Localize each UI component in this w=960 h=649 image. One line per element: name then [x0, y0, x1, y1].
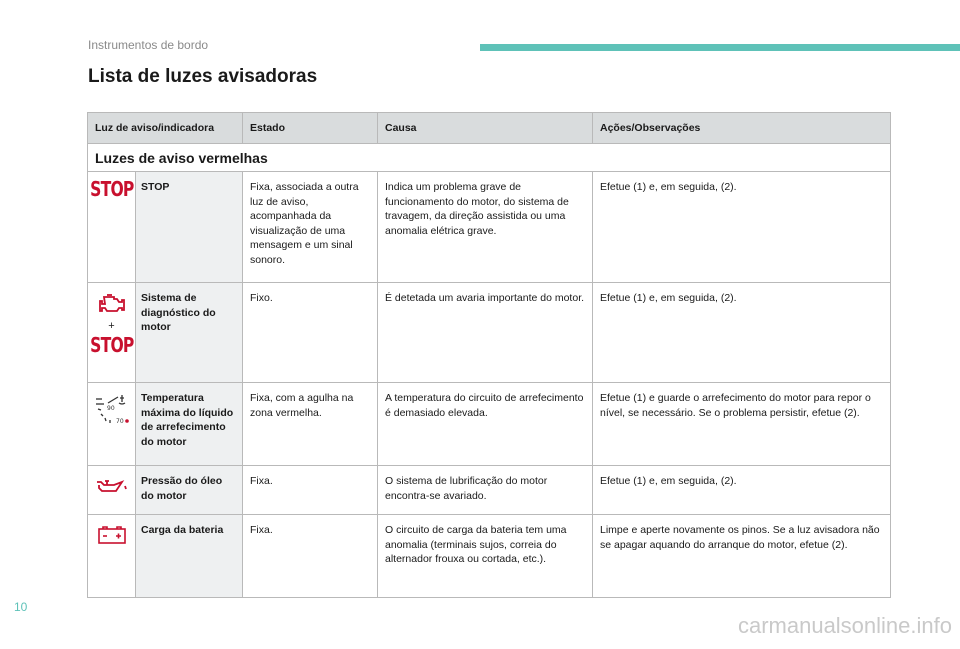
engine-icon — [97, 293, 127, 315]
action-cell: Efetue (1) e, em seguida, (2). — [600, 181, 737, 193]
light-name: Temperatura máxima do líquido de arrefecimento do motor — [136, 383, 243, 465]
icon-cell — [88, 383, 136, 465]
stop-icon: STOP — [89, 177, 134, 201]
table-row — [88, 283, 890, 383]
light-name: STOP — [136, 172, 243, 282]
header-accent-bar — [480, 44, 960, 51]
gauge-label: 90 — [106, 405, 115, 412]
state-cell: Fixa, associada a outra luz de aviso, acompanhada da visualização de uma mensagem e um sinal sonoro. — [243, 172, 378, 282]
table-row — [88, 383, 890, 466]
action-cell: Limpe e aperte novamente os pinos. Se a luz avisadora não se apagar aquando do arranque do motor, efetue (2). — [600, 524, 880, 551]
warning-lights-table — [87, 112, 891, 598]
icon-cell — [88, 466, 136, 514]
oil-can-icon — [95, 476, 129, 494]
state-cell: Fixa. — [243, 515, 378, 597]
cause-cell: A temperatura do circuito de arrefecimento é demasiado elevada. — [378, 383, 593, 465]
column-header-light: Luz de aviso/indicadora — [88, 113, 243, 143]
light-name: Pressão do óleo do motor — [136, 466, 243, 514]
table-header — [88, 113, 890, 144]
icon-cell — [88, 515, 136, 597]
column-header-cause: Causa — [378, 113, 593, 143]
action-cell: Efetue (1) e, em seguida, (2). — [600, 475, 737, 487]
plus-sign: + — [108, 320, 115, 332]
watermark: carmanualsonline.info — [737, 613, 952, 638]
table-row — [88, 515, 890, 597]
state-cell: Fixa, com a agulha na zona vermelha. — [243, 383, 378, 465]
stop-icon: STOP — [89, 332, 134, 357]
action-cell: Efetue (1) e, em seguida, (2). — [600, 292, 737, 304]
gauge-label: 70 — [115, 418, 124, 425]
icon-cell — [88, 283, 136, 382]
cause-cell: O circuito de carga da bateria tem uma anomalia (terminais sujos, correia do alternador frouxa ou cortada, etc.). — [378, 515, 593, 597]
state-cell: Fixo. — [243, 283, 378, 382]
cause-cell: Indica um problema grave de funcionamento do motor, do sistema de travagem, da direção assistida ou uma anomalia elétrica grave. — [378, 172, 593, 282]
cause-cell: O sistema de lubrificação do motor encontra-se avariado. — [378, 466, 593, 514]
section-heading: Luzes de aviso vermelhas — [88, 144, 890, 172]
page-title: Lista de luzes avisadoras — [88, 66, 318, 87]
column-header-actions: Ações/Observações — [600, 122, 701, 134]
light-name: Carga da bateria — [136, 515, 243, 597]
page-number: 10 — [14, 600, 28, 614]
table-row — [88, 172, 890, 283]
battery-icon — [97, 525, 127, 545]
cause-cell: É detetada um avaria importante do motor. — [378, 283, 593, 382]
light-name: Sistema de diagnóstico do motor — [136, 283, 243, 382]
icon-cell — [88, 172, 136, 282]
state-cell: Fixa. — [243, 466, 378, 514]
section-header: Instrumentos de bordo — [88, 38, 209, 52]
coolant-temperature-icon — [94, 393, 130, 427]
column-header-state: Estado — [243, 113, 378, 143]
table-row — [88, 466, 890, 515]
action-cell: Efetue (1) e guarde o arrefecimento do motor para repor o nível, se necessário. Se o problema persistir, efetue (2). — [600, 392, 871, 419]
